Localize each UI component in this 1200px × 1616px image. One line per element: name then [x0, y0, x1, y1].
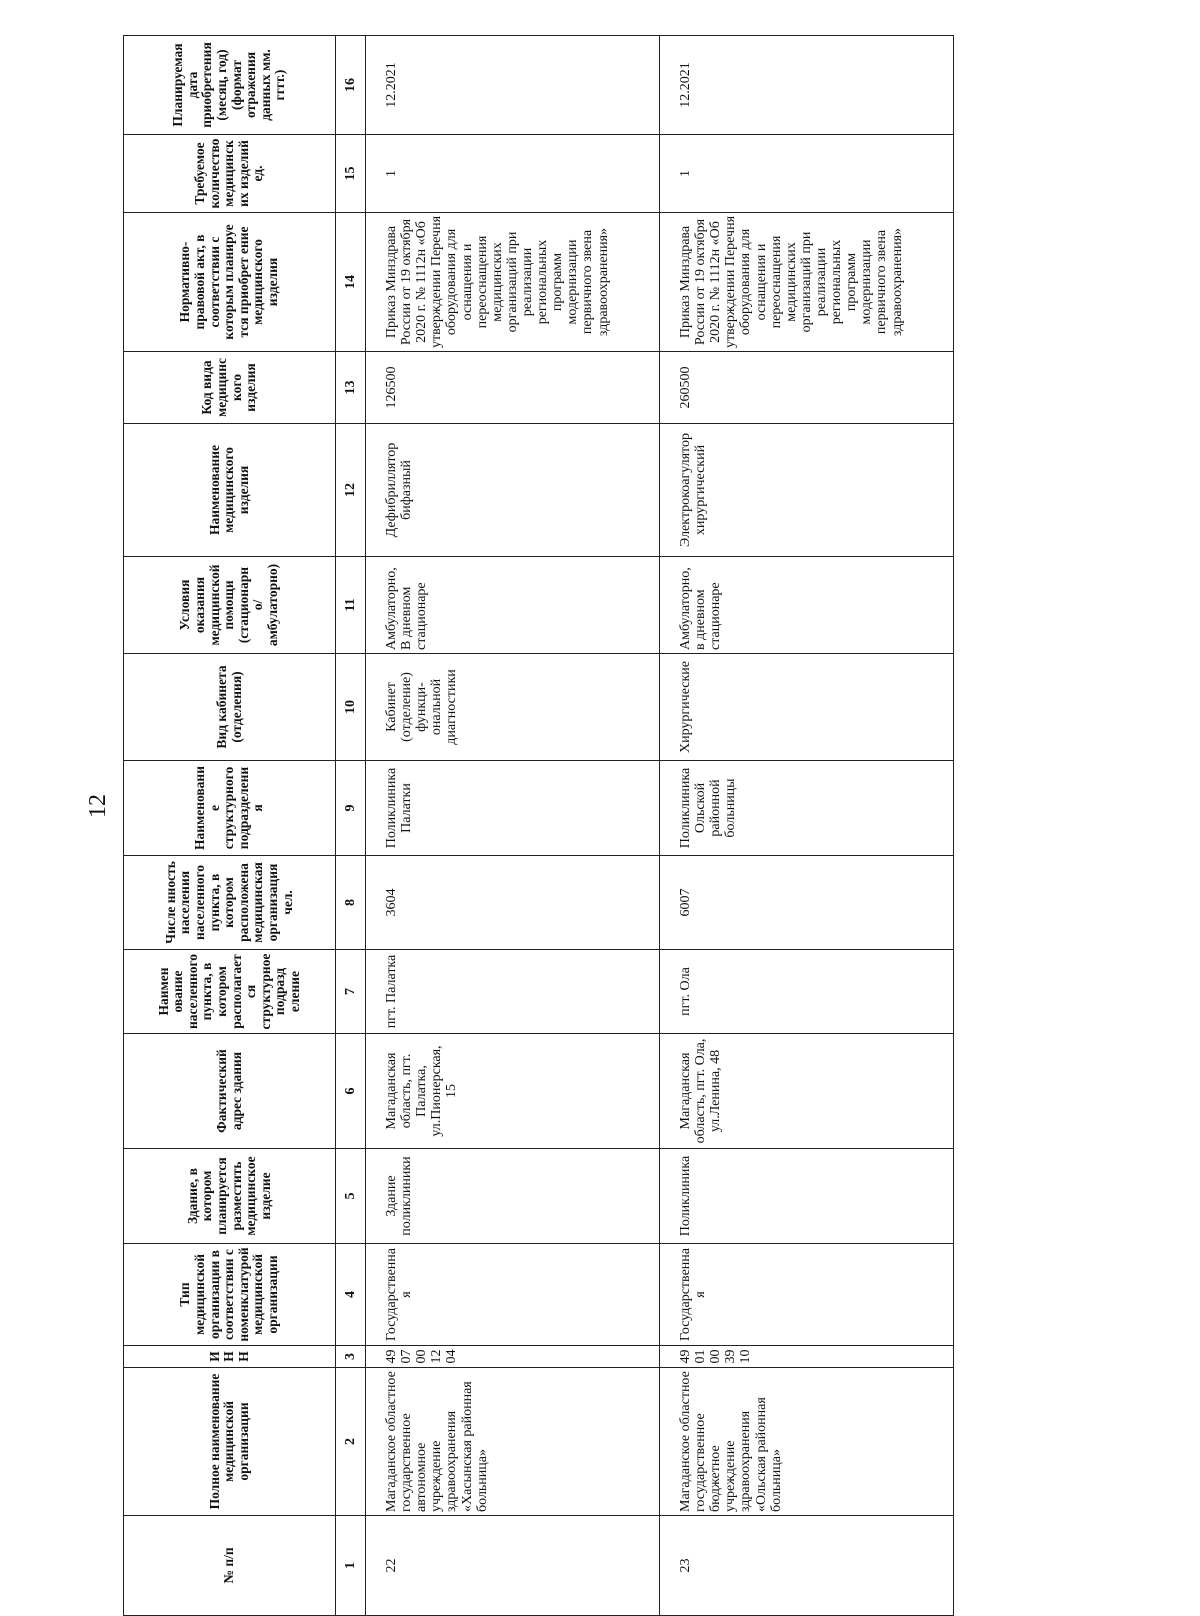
inn-cell: 4901003910 [660, 1346, 954, 1368]
subdivision-cell: Поликлиника Ольской районной больницы [660, 761, 954, 856]
column-number: 11 [336, 557, 366, 654]
header-cell: Здание, в котором планируется разместить медицинское изделие [124, 1149, 336, 1244]
care-conditions-cell: Амбулаторно, в дневном стационаре [660, 557, 954, 654]
header-cell: Требуемое количество медицинских изделий ед. [124, 135, 336, 213]
column-number: 9 [336, 761, 366, 856]
subdivision-cell: Поликлиника Палатки [366, 761, 660, 856]
column-number: 5 [336, 1149, 366, 1244]
table-row [660, 36, 954, 1616]
header-cell: Нормативно- правовой акт, в соответствии с которым планируе тся приобрет ение медицинского изделия [124, 213, 336, 352]
population-cell: 3604 [366, 856, 660, 950]
header-cell: Наименование структурного подразделения [124, 761, 336, 856]
column-number: 12 [336, 424, 366, 557]
legal-act-cell: Приказ Минздрава России от 19 октября 2020 г. № 1112н «Об утверждении Перечня оборудования для оснащения и переоснащения медицинских организаций при реализации региональных программ модернизации первичного звена здравоохранения» [660, 213, 954, 352]
device-code-cell: 260500 [660, 352, 954, 424]
header-cell: Полное наименование медицинской организации [124, 1368, 336, 1516]
header-cell: Наимен ование населенного пункта, в котором располагается структурное подразд еление [124, 950, 336, 1034]
building-cell: Здание поликлиники [366, 1149, 660, 1244]
page-number: 12 [85, 794, 111, 818]
organization-name-cell: Магаданское областное государственное бюджетное учреждение здравоохранения «Ольская районная больница» [660, 1368, 954, 1516]
header-cell: Код вида медицинского изделия [124, 352, 336, 424]
column-number: 3 [336, 1346, 366, 1368]
row-number-cell: 22 [366, 1516, 660, 1616]
column-number: 6 [336, 1034, 366, 1149]
column-number: 10 [336, 654, 366, 761]
rotated-table-container [123, 36, 953, 1616]
quantity-cell: 1 [366, 135, 660, 213]
purchase-date-cell: 12.2021 [660, 36, 954, 135]
header-cell: Наименование медицинского изделия [124, 424, 336, 557]
organization-type-cell: Государственная [660, 1244, 954, 1346]
header-row [124, 36, 336, 1616]
header-cell: Фактический адрес здания [124, 1034, 336, 1149]
table-row [366, 36, 660, 1616]
column-number: 8 [336, 856, 366, 950]
address-cell: Магаданская область, пгт. Палатка, ул.Пионерская, 15 [366, 1034, 660, 1149]
column-number: 2 [336, 1368, 366, 1516]
column-number: 13 [336, 352, 366, 424]
column-number: 7 [336, 950, 366, 1034]
column-number: 14 [336, 213, 366, 352]
column-number-row [336, 36, 366, 1616]
device-code-cell: 126500 [366, 352, 660, 424]
column-number: 15 [336, 135, 366, 213]
column-number: 1 [336, 1516, 366, 1616]
organization-type-cell: Государственная [366, 1244, 660, 1346]
locality-cell: пгт. Ола [660, 950, 954, 1034]
address-cell: Магаданская область, пгт. Ола, ул.Ленина, 48 [660, 1034, 954, 1149]
cabinet-type-cell: Кабинет (отделение) функци- ональной диагностики [366, 654, 660, 761]
header-cell: ИНН [124, 1346, 336, 1368]
legal-act-cell: Приказ Минздрава России от 19 октября 2020 г. № 1112н «Об утверждении Перечня оборудования для оснащения и переоснащения медицинских организаций при реализации региональных программ модернизации первичного звена здравоохранения» [366, 213, 660, 352]
quantity-cell: 1 [660, 135, 954, 213]
care-conditions-cell: Амбулаторно, В дневном стационаре [366, 557, 660, 654]
header-cell: Условия оказания медицинской помощи (стационарн о/амбулаторно) [124, 557, 336, 654]
header-cell: Вид кабинета (отделения) [124, 654, 336, 761]
device-name-cell: Электрокоагулятор хирургический [660, 424, 954, 557]
header-cell: № п/п [124, 1516, 336, 1616]
header-cell: Числе нность населения населенного пункта, в котором расположена медицинская организация чел. [124, 856, 336, 950]
header-cell: Тип медицинской организации в соответствии с номенклатурой медицинской организации [124, 1244, 336, 1346]
organization-name-cell: Магаданское областное государственное автономное учреждение здравоохранения «Хасынская районная больница» [366, 1368, 660, 1516]
device-name-cell: Дефибриллятор бифазный [366, 424, 660, 557]
inn-cell: 4907001204 [366, 1346, 660, 1368]
locality-cell: пгт. Палатка [366, 950, 660, 1034]
purchase-date-cell: 12.2021 [366, 36, 660, 135]
column-number: 16 [336, 36, 366, 135]
header-cell: Планируемая дата приобретения (месяц, год) (формат отражения данных мм. гггг.) [124, 36, 336, 135]
cabinet-type-cell: Хирургические [660, 654, 954, 761]
row-number-cell: 23 [660, 1516, 954, 1616]
population-cell: 6007 [660, 856, 954, 950]
equipment-table [123, 35, 954, 1616]
building-cell: Поликлиника [660, 1149, 954, 1244]
column-number: 4 [336, 1244, 366, 1346]
